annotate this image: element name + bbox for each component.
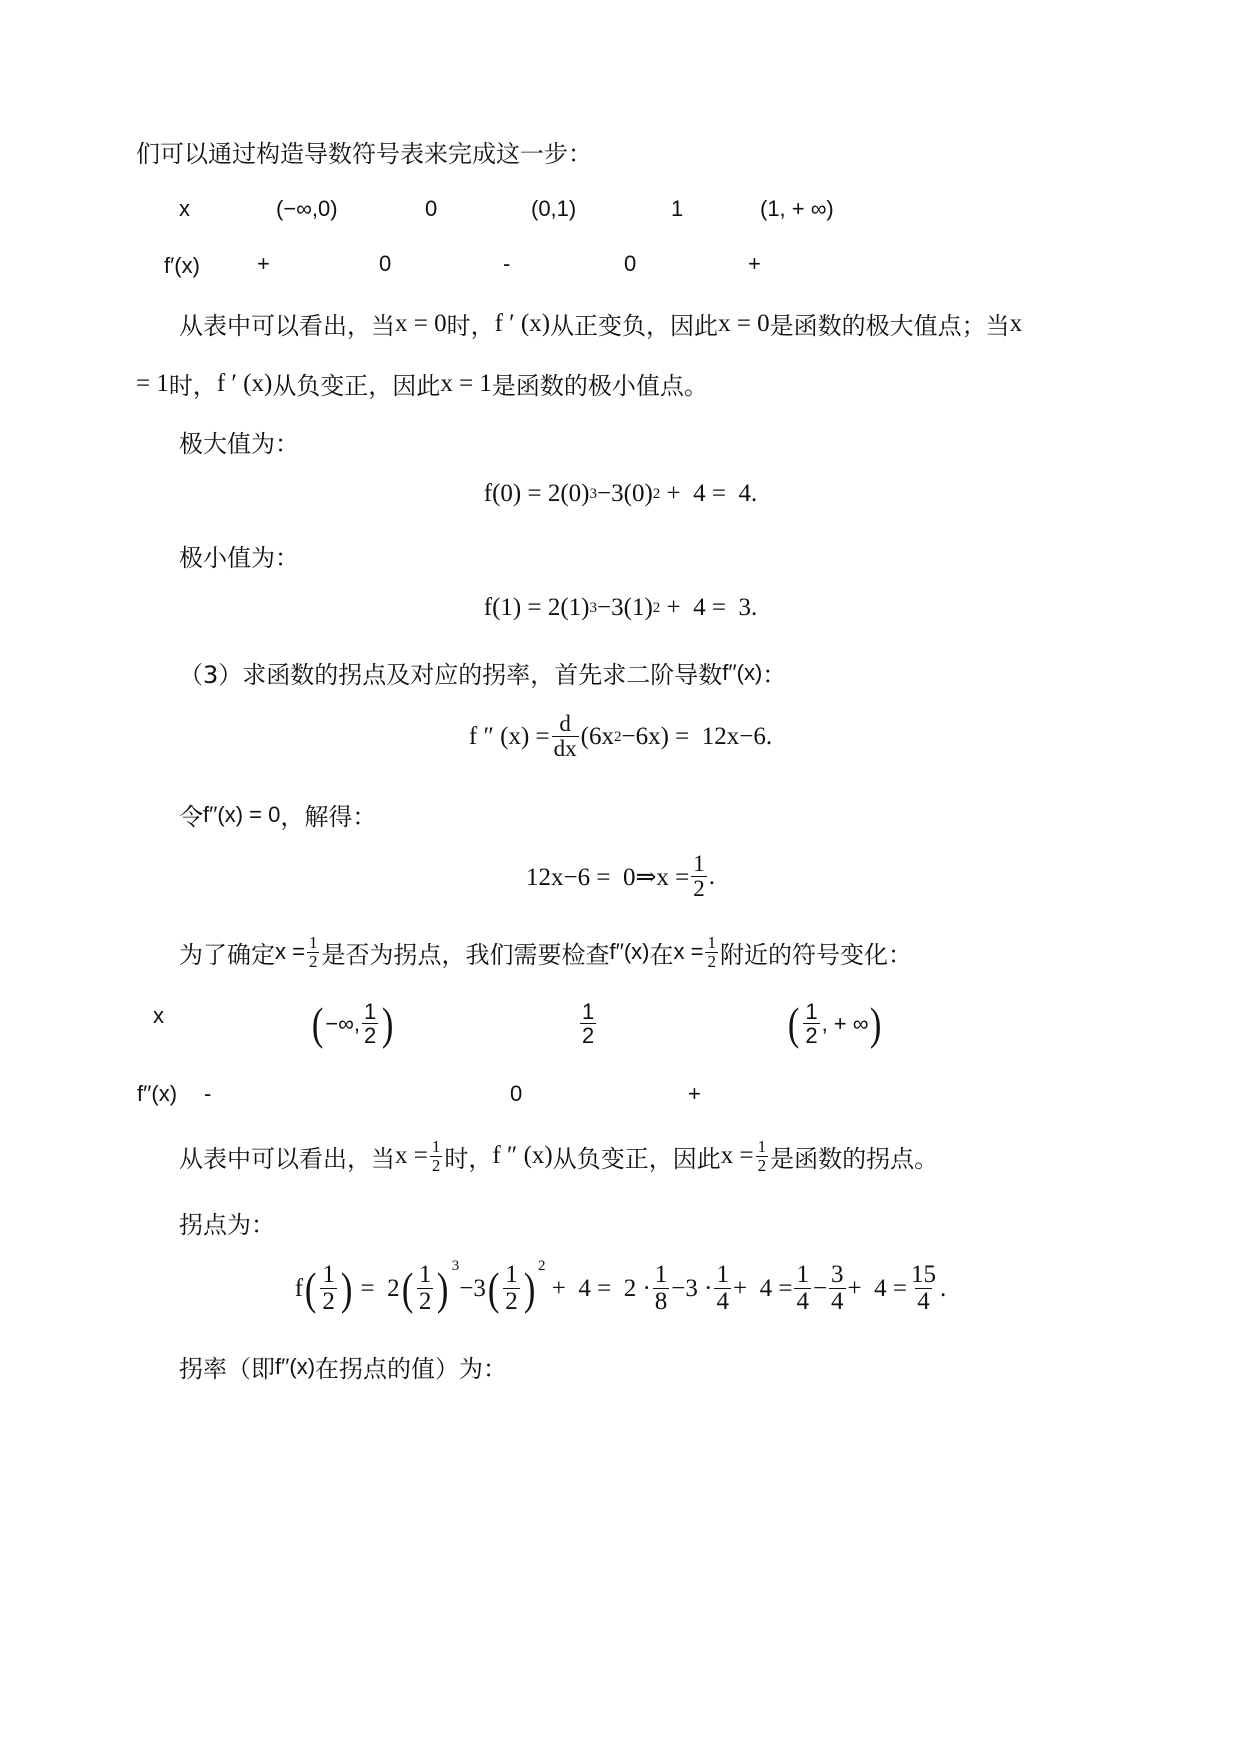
max-value-label: 极大值为：	[179, 430, 299, 458]
table1-row-label: f′(x)	[164, 253, 200, 278]
table1-header-interval-2: (0,1)	[531, 196, 577, 221]
inflection-label: 拐点为：	[179, 1211, 275, 1239]
table1-sign-4: 0	[624, 251, 637, 276]
table2-row-label: f′′(x)	[137, 1081, 178, 1106]
table1-sign-2: 0	[379, 251, 392, 276]
second-derivative-formula: f ″ (x) = $\frac{d}{dx}$ (6x 2 −6x) = 12x−6.	[468, 711, 773, 762]
step-3-text: （3）求函数的拐点及对应的拐率，首先求二阶导数 f′′(x) ：	[179, 659, 787, 689]
check-sign-text: 为了确定 x = $\frac{1}{2}$ 是否为拐点，我们需要检查 f′′(x) 在 x = $\frac{1}{2}$ 附近的符号变化：	[179, 933, 912, 971]
table1-header-point-1: 1	[671, 196, 684, 221]
paragraph-extrema-line-1: 从表中可以看出，当 x = 0 时， f ′ (x) 从正变负，因此 x = 0 是函数的极大值点；当 x	[179, 309, 1023, 340]
solve-formula: 12x−6 = 0⇒x = $\frac{1}{2}$ .	[526, 851, 715, 902]
table1-header-x: x	[179, 196, 190, 221]
table2-interval-left: ( −∞, $\frac{1}{2}$ )	[311, 997, 394, 1049]
table1-sign-5: +	[748, 251, 761, 276]
min-value-formula: f(1) = 2(1) 3 −3(1) 2 + 4 = 3.	[483, 594, 758, 621]
set-zero-text: 令 f′′(x) = 0 ，解得：	[179, 801, 377, 831]
table2-sign-2: 0	[510, 1081, 523, 1106]
table2-point-half: $\frac{1}{2}$	[582, 999, 595, 1049]
d-dx-fraction: $\frac{d}{dx}$	[553, 711, 577, 762]
table1-header-point-0: 0	[425, 196, 438, 221]
paragraph-extrema-line-2: = 1 时， f ′ (x) 从负变正，因此 x = 1 是函数的极小值点。	[136, 369, 708, 400]
table1-header-interval-3: (1, + ∞)	[760, 196, 834, 221]
paragraph-inflection: 从表中可以看出，当 x = $\frac{1}{2}$ 时， f ″ (x) 从负变正，因此 x = $\frac{1}{2}$ 是函数的拐点。	[179, 1137, 939, 1175]
table1-sign-1: +	[257, 251, 270, 276]
table1-header-interval-1: (−∞,0)	[276, 196, 338, 221]
table1-sign-3: -	[503, 251, 511, 276]
table2-sign-1: -	[204, 1081, 212, 1106]
table2-sign-3: +	[688, 1081, 701, 1106]
curvature-text: 拐率（即 f′′(x) 在拐点的值）为：	[179, 1353, 508, 1383]
min-value-label: 极小值为：	[179, 544, 299, 572]
table2-interval-right: ( $\frac{1}{2}$ , + ∞ )	[787, 997, 882, 1049]
max-value-formula: f(0) = 2(0) 3 −3(0) 2 + 4 = 4.	[483, 480, 758, 507]
table2-header-x: x	[153, 1003, 164, 1028]
inflection-formula: f ( $\frac{1}{2}$ ) = 2 ( $\frac{1}{2}$ ) 3 −3 ( $\frac{1}{2}$ ) 2 + 4 = 2 · $\frac{1}{8}$ −3 · $\frac{1}{4}$ + 4 = $\frac{1}{4}$ − $\frac{3}{4}$ + 4 = $\frac{15}{4}$ .	[294, 1258, 947, 1316]
one-half-fraction: $\frac{1}{2}$	[693, 851, 705, 902]
intro-text: 们可以通过构造导数符号表来完成这一步：	[136, 140, 592, 168]
